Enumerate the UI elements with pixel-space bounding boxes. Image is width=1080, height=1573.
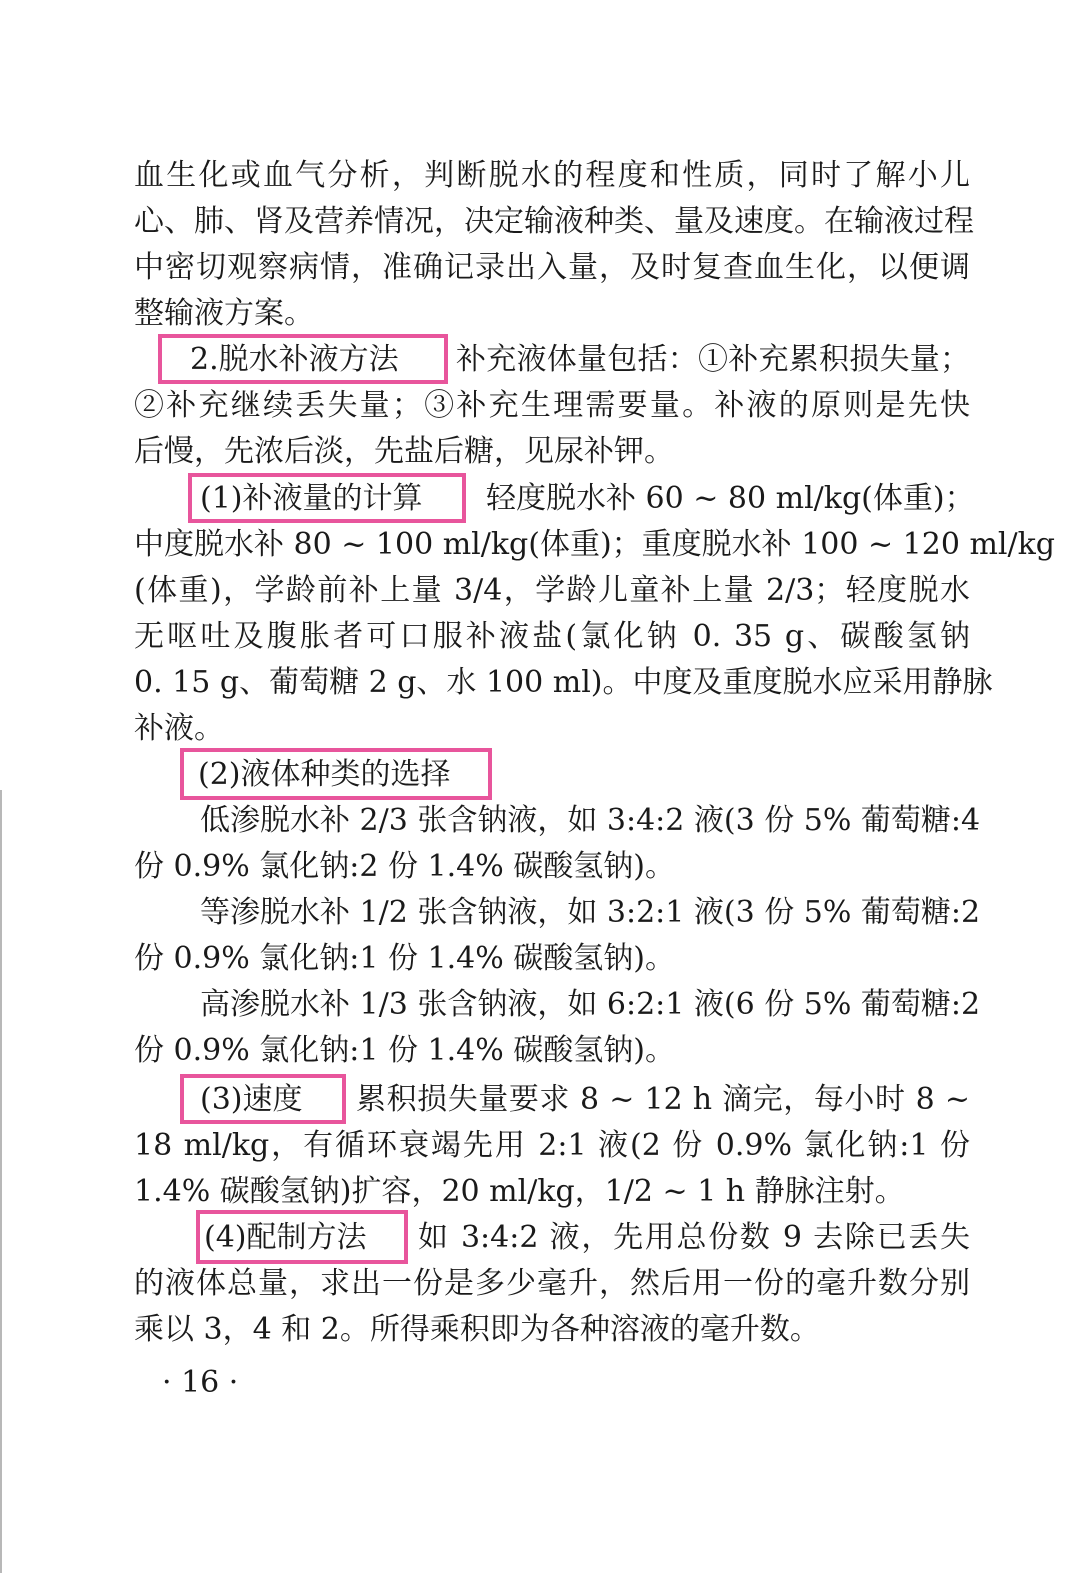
paragraph-line: 中密切观察病情，准确记录出入量，及时复查血生化，以便调	[134, 250, 970, 285]
paragraph-line: (体重)，学龄前补上量 3/4，学龄儿童补上量 2/3；轻度脱水	[134, 573, 970, 608]
paragraph-line: 累积损失量要求 8 ~ 12 h 滴完，每小时 8 ~	[356, 1082, 970, 1117]
paragraph-line: 中度脱水补 80 ~ 100 ml/kg(体重)；重度脱水补 100 ~ 120 ml/kg	[134, 527, 1055, 562]
paragraph-line: 低渗脱水补 2/3 张含钠液，如 3:4:2 液(3 份 5% 葡萄糖:4	[200, 803, 981, 838]
paragraph-line: 0. 15 g、葡萄糖 2 g、水 100 ml)。中度及重度脱水应采用静脉	[134, 665, 993, 700]
paragraph-line: 18 ml/kg，有循环衰竭先用 2:1 液(2 份 0.9% 氯化钠:1 份	[134, 1128, 970, 1163]
subsection-heading: (1)补液量的计算	[200, 481, 423, 516]
paragraph-line: 的液体总量，求出一份是多少毫升，然后用一份的毫升数分别	[134, 1266, 970, 1301]
paragraph-line: 轻度脱水补 60 ~ 80 ml/kg(体重)；	[486, 481, 975, 516]
paragraph-line: 乘以 3，4 和 2。所得乘积即为各种溶液的毫升数。	[134, 1312, 820, 1347]
paragraph-line: 后慢，先浓后淡，先盐后糖，见尿补钾。	[134, 434, 674, 469]
paragraph-line: 补液。	[134, 711, 224, 746]
subsection-heading: (2)液体种类的选择	[198, 757, 451, 792]
paragraph-line: 份 0.9% 氯化钠:1 份 1.4% 碳酸氢钠)。	[134, 941, 676, 976]
paragraph-line: 等渗脱水补 1/2 张含钠液，如 3:2:1 液(3 份 5% 葡萄糖:2	[200, 895, 981, 930]
paragraph-line: ②补充继续丢失量；③补充生理需要量。补液的原则是先快	[134, 388, 970, 423]
paragraph-line: 血生化或血气分析，判断脱水的程度和性质，同时了解小儿	[134, 158, 970, 193]
paragraph-line: 如 3:4:2 液，先用总份数 9 去除已丢失	[418, 1220, 970, 1255]
paragraph-line: 整输液方案。	[134, 296, 314, 331]
paragraph-line: 无呕吐及腹胀者可口服补液盐(氯化钠 0. 35 g、碳酸氢钠	[134, 619, 970, 654]
paragraph-line: 1.4% 碳酸氢钠)扩容，20 ml/kg，1/2 ~ 1 h 静脉注射。	[134, 1174, 905, 1209]
paragraph-line: 心、肺、肾及营养情况，决定输液种类、量及速度。在输液过程	[134, 204, 974, 239]
paragraph-line: 份 0.9% 氯化钠:1 份 1.4% 碳酸氢钠)。	[134, 1033, 676, 1068]
page-number: · 16 ·	[162, 1365, 239, 1400]
paragraph-line: 补充液体量包括：①补充累积损失量；	[456, 342, 970, 377]
subsection-heading: (3)速度	[200, 1082, 303, 1117]
paragraph-line: 份 0.9% 氯化钠:2 份 1.4% 碳酸氢钠)。	[134, 849, 676, 884]
paragraph-line: 高渗脱水补 1/3 张含钠液，如 6:2:1 液(6 份 5% 葡萄糖:2	[200, 987, 981, 1022]
subsection-heading: (4)配制方法	[204, 1220, 367, 1255]
section-heading: 2.脱水补液方法	[190, 342, 399, 377]
scan-edge-divider	[0, 790, 2, 1573]
